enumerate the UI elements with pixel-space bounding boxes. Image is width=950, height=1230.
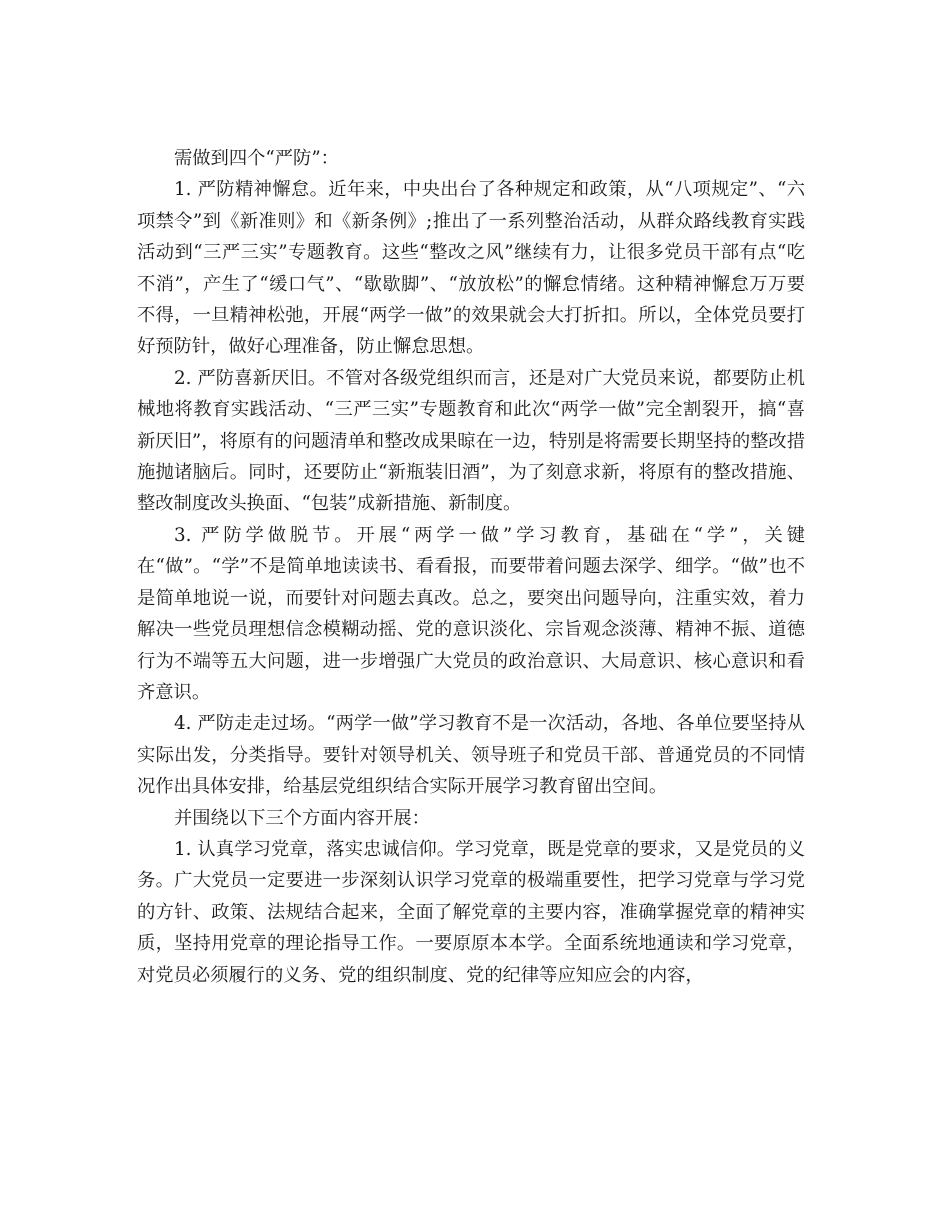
- paragraph-guard-3: 3. 严防学做脱节。开展“两学一做”学习教育，基础在“学”，关键在“做”。“学”不是简单地读读书、看看报，而要带着问题去深学、细学。“做”也不是简单地说一说，而要针对问题去真改。总之，要突出问题导向，注重实效，着力解决一些党员理想信念模糊动摇、党的意识淡化、宗旨观念淡薄、精神不振、道德行为不端等五大问题，进一步增强广大党员的政治意识、大局意识、核心意识和看齐意识。: [137, 524, 805, 703]
- paragraph-guard-1: 1. 严防精神懈怠。近年来，中央出台了各种规定和政策，从“八项规定”、“六项禁令”到《新准则》和《新条例》;推出了一系列整治活动，从群众路线教育实践活动到“三严三实”专题教育。这些“整改之风”继续有力，让很多党员干部有点“吃不消”，产生了“缓口气”、“歇歇脚”、“放放松”的懈怠情绪。这种精神懈怠万万要不得，一旦精神松弛，开展“两学一做”的效果就会大打折扣。所以，全体党员要打好预防针，做好心理准备，防止懈怠思想。: [137, 179, 805, 358]
- paragraph-guard-2: 2. 严防喜新厌旧。不管对各级党组织而言，还是对广大党员来说，都要防止机械地将教育实践活动、“三严三实”专题教育和此次“两学一做”完全割裂开，搞“喜新厌旧”，将原有的问题清单和整改成果晾在一边，特别是将需要长期坚持的整改措施抛诸脑后。同时，还要防止“新瓶装旧酒”，为了刻意求新，将原有的整改措施、整改制度改头换面、“包装”成新措施、新制度。: [137, 367, 805, 515]
- paragraph-intro-four-guards: 需做到四个“严防”：: [174, 148, 339, 169]
- paragraph-aspect-1: 1. 认真学习党章，落实忠诚信仰。学习党章，既是党章的要求，又是党员的义务。广大党员一定要进一步深刻认识学习党章的极端重要性，把学习党章与学习党的方针、政策、法规结合起来，全面了解党章的主要内容，准确掌握党章的精神实质，坚持用党章的理论指导工作。一要原原本本学。全面系统地通读和学习党章，对党员必须履行的义务、党的组织制度、党的纪律等应知应会的内容，: [137, 838, 805, 986]
- paragraph-intro-three-aspects: 并围绕以下三个方面内容开展：: [174, 807, 430, 829]
- document-body: [137, 143, 805, 991]
- paragraph-guard-4: 4. 严防走走过场。“两学一做”学习教育不是一次活动，各地、各单位要坚持从实际出发，分类指导。要针对领导机关、领导班子和党员干部、普通党员的不同情况作出具体安排，给基层党组织结合实际开展学习教育留出空间。: [137, 713, 805, 798]
